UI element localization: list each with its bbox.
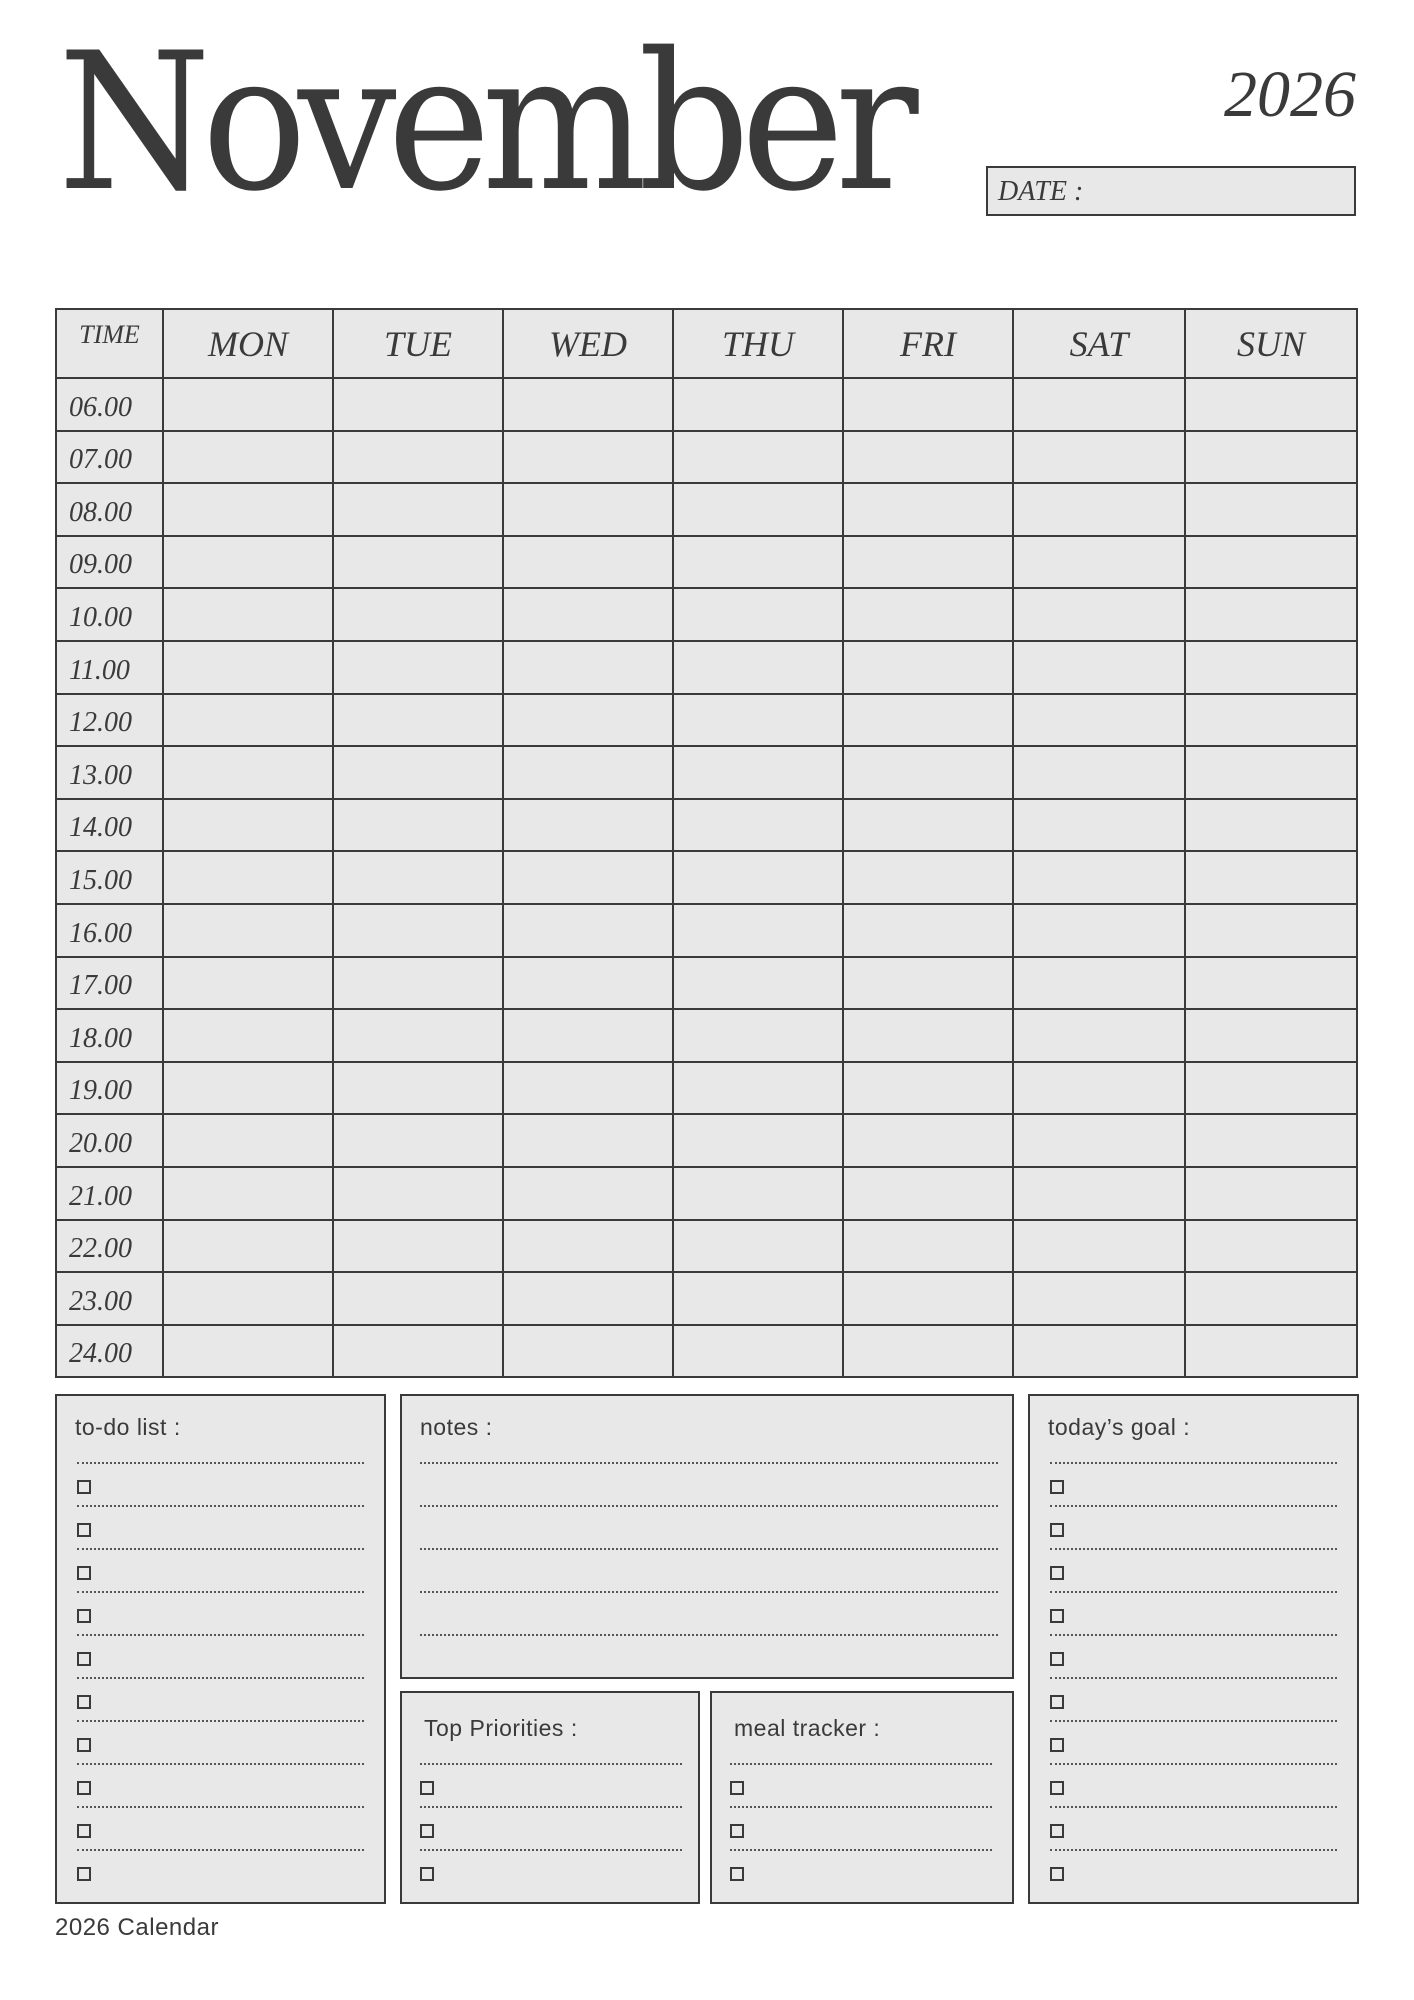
schedule-cell-wed[interactable] xyxy=(503,588,673,641)
schedule-cell-sat[interactable] xyxy=(1013,1062,1185,1115)
schedule-cell-tue[interactable] xyxy=(333,641,503,694)
schedule-cell-wed[interactable] xyxy=(503,378,673,431)
schedule-cell-tue[interactable] xyxy=(333,1114,503,1167)
schedule-row xyxy=(56,851,1357,904)
schedule-cell-wed[interactable] xyxy=(503,746,673,799)
schedule-cell-tue[interactable] xyxy=(333,1009,503,1062)
schedule-row xyxy=(56,957,1357,1010)
dotted-writing-line xyxy=(420,1505,998,1507)
year-label: 2026 xyxy=(1224,58,1356,131)
schedule-cell-sat[interactable] xyxy=(1013,431,1185,484)
schedule-cell-fri[interactable] xyxy=(843,1167,1013,1220)
schedule-cell-wed[interactable] xyxy=(503,1167,673,1220)
schedule-cell-tue[interactable] xyxy=(333,746,503,799)
checkbox[interactable] xyxy=(77,1609,91,1623)
time-slot-label: 13.00 xyxy=(56,746,163,799)
schedule-cell-thu[interactable] xyxy=(673,483,843,536)
schedule-cell-wed[interactable] xyxy=(503,1114,673,1167)
schedule-row xyxy=(56,641,1357,694)
schedule-cell-sun[interactable] xyxy=(1185,694,1357,747)
schedule-cell-sat[interactable] xyxy=(1013,483,1185,536)
dotted-writing-line xyxy=(77,1548,364,1550)
schedule-cell-mon[interactable] xyxy=(163,694,333,747)
schedule-cell-thu[interactable] xyxy=(673,904,843,957)
schedule-cell-mon[interactable] xyxy=(163,746,333,799)
schedule-body xyxy=(56,378,1357,1377)
checkbox[interactable] xyxy=(730,1824,744,1838)
checkbox[interactable] xyxy=(420,1824,434,1838)
schedule-cell-mon[interactable] xyxy=(163,1325,333,1378)
schedule-cell-thu[interactable] xyxy=(673,1062,843,1115)
schedule-cell-sun[interactable] xyxy=(1185,641,1357,694)
schedule-cell-tue[interactable] xyxy=(333,851,503,904)
top-priorities-label: Top Priorities : xyxy=(424,1715,578,1741)
day-header-tue: TUE xyxy=(333,309,503,378)
schedule-cell-wed[interactable] xyxy=(503,483,673,536)
schedule-cell-sun[interactable] xyxy=(1185,1272,1357,1325)
time-slot-label: 11.00 xyxy=(56,641,163,694)
schedule-cell-sat[interactable] xyxy=(1013,957,1185,1010)
schedule-cell-wed[interactable] xyxy=(503,799,673,852)
schedule-row xyxy=(56,1167,1357,1220)
schedule-cell-mon[interactable] xyxy=(163,1062,333,1115)
time-slot-label: 15.00 xyxy=(56,851,163,904)
schedule-cell-sun[interactable] xyxy=(1185,536,1357,589)
time-slot-label: 09.00 xyxy=(56,536,163,589)
notes-label: notes : xyxy=(420,1414,493,1440)
schedule-cell-fri[interactable] xyxy=(843,1325,1013,1378)
schedule-cell-wed[interactable] xyxy=(503,694,673,747)
day-header-wed: WED xyxy=(503,309,673,378)
schedule-row xyxy=(56,1062,1357,1115)
day-header-fri: FRI xyxy=(843,309,1013,378)
time-slot-label: 17.00 xyxy=(56,957,163,1010)
schedule-cell-wed[interactable] xyxy=(503,641,673,694)
schedule-cell-tue[interactable] xyxy=(333,431,503,484)
dotted-writing-line xyxy=(77,1677,364,1679)
schedule-cell-thu[interactable] xyxy=(673,641,843,694)
schedule-cell-tue[interactable] xyxy=(333,1272,503,1325)
schedule-cell-fri[interactable] xyxy=(843,1009,1013,1062)
schedule-cell-thu[interactable] xyxy=(673,1220,843,1273)
schedule-cell-fri[interactable] xyxy=(843,483,1013,536)
schedule-cell-sat[interactable] xyxy=(1013,378,1185,431)
checkbox[interactable] xyxy=(77,1523,91,1537)
dotted-writing-line xyxy=(1050,1849,1337,1851)
schedule-cell-tue[interactable] xyxy=(333,1220,503,1273)
schedule-cell-sun[interactable] xyxy=(1185,588,1357,641)
dotted-writing-line xyxy=(420,1591,998,1593)
checkbox[interactable] xyxy=(77,1695,91,1709)
checkbox[interactable] xyxy=(1050,1652,1064,1666)
schedule-cell-thu[interactable] xyxy=(673,588,843,641)
schedule-cell-thu[interactable] xyxy=(673,1167,843,1220)
dotted-writing-line xyxy=(77,1763,364,1765)
date-label: DATE : xyxy=(998,176,1084,207)
schedule-cell-sun[interactable] xyxy=(1185,1325,1357,1378)
dotted-writing-line xyxy=(77,1849,364,1851)
meal-tracker-label: meal tracker : xyxy=(734,1715,881,1741)
schedule-row xyxy=(56,799,1357,852)
schedule-cell-tue[interactable] xyxy=(333,536,503,589)
schedule-cell-sat[interactable] xyxy=(1013,904,1185,957)
schedule-header-row xyxy=(56,309,1357,378)
checkbox[interactable] xyxy=(420,1781,434,1795)
schedule-cell-fri[interactable] xyxy=(843,957,1013,1010)
schedule-cell-mon[interactable] xyxy=(163,1272,333,1325)
schedule-cell-thu[interactable] xyxy=(673,957,843,1010)
schedule-cell-mon[interactable] xyxy=(163,1009,333,1062)
schedule-row xyxy=(56,483,1357,536)
checkbox[interactable] xyxy=(420,1867,434,1881)
todo-list-panel xyxy=(55,1394,386,1904)
dotted-writing-line xyxy=(77,1462,364,1464)
schedule-cell-mon[interactable] xyxy=(163,957,333,1010)
schedule-cell-sat[interactable] xyxy=(1013,851,1185,904)
schedule-cell-sat[interactable] xyxy=(1013,588,1185,641)
schedule-cell-fri[interactable] xyxy=(843,641,1013,694)
checkbox[interactable] xyxy=(77,1738,91,1752)
schedule-cell-sun[interactable] xyxy=(1185,746,1357,799)
schedule-cell-fri[interactable] xyxy=(843,1220,1013,1273)
schedule-cell-fri[interactable] xyxy=(843,378,1013,431)
schedule-cell-thu[interactable] xyxy=(673,431,843,484)
schedule-cell-wed[interactable] xyxy=(503,957,673,1010)
checkbox[interactable] xyxy=(77,1652,91,1666)
dotted-writing-line xyxy=(420,1763,682,1765)
dotted-writing-line xyxy=(1050,1505,1337,1507)
checkbox[interactable] xyxy=(77,1566,91,1580)
schedule-row xyxy=(56,1272,1357,1325)
schedule-cell-thu[interactable] xyxy=(673,851,843,904)
schedule-row xyxy=(56,1009,1357,1062)
schedule-row xyxy=(56,1220,1357,1273)
schedule-cell-mon[interactable] xyxy=(163,1167,333,1220)
schedule-cell-wed[interactable] xyxy=(503,1272,673,1325)
schedule-cell-sun[interactable] xyxy=(1185,378,1357,431)
day-header-thu: THU xyxy=(673,309,843,378)
schedule-cell-tue[interactable] xyxy=(333,904,503,957)
dotted-writing-line xyxy=(1050,1548,1337,1550)
schedule-cell-thu[interactable] xyxy=(673,694,843,747)
schedule-cell-fri[interactable] xyxy=(843,536,1013,589)
schedule-cell-wed[interactable] xyxy=(503,904,673,957)
schedule-cell-mon[interactable] xyxy=(163,641,333,694)
schedule-cell-tue[interactable] xyxy=(333,588,503,641)
schedule-cell-fri[interactable] xyxy=(843,1062,1013,1115)
schedule-cell-fri[interactable] xyxy=(843,799,1013,852)
schedule-cell-sat[interactable] xyxy=(1013,1272,1185,1325)
schedule-cell-tue[interactable] xyxy=(333,694,503,747)
schedule-cell-thu[interactable] xyxy=(673,1009,843,1062)
schedule-cell-wed[interactable] xyxy=(503,851,673,904)
time-slot-label: 20.00 xyxy=(56,1114,163,1167)
schedule-cell-thu[interactable] xyxy=(673,799,843,852)
schedule-row xyxy=(56,588,1357,641)
date-field[interactable] xyxy=(986,166,1356,216)
schedule-cell-mon[interactable] xyxy=(163,1114,333,1167)
schedule-cell-fri[interactable] xyxy=(843,431,1013,484)
schedule-cell-sat[interactable] xyxy=(1013,641,1185,694)
time-slot-label: 24.00 xyxy=(56,1325,163,1378)
schedule-cell-mon[interactable] xyxy=(163,483,333,536)
checkbox[interactable] xyxy=(730,1781,744,1795)
schedule-cell-fri[interactable] xyxy=(843,851,1013,904)
time-slot-label: 14.00 xyxy=(56,799,163,852)
schedule-cell-tue[interactable] xyxy=(333,378,503,431)
schedule-row xyxy=(56,694,1357,747)
schedule-cell-wed[interactable] xyxy=(503,1062,673,1115)
schedule-cell-wed[interactable] xyxy=(503,1009,673,1062)
footer-caption: 2026 Calendar xyxy=(55,1914,219,1941)
top-priorities-panel xyxy=(400,1691,700,1904)
dotted-writing-line xyxy=(77,1634,364,1636)
dotted-writing-line xyxy=(1050,1720,1337,1722)
time-slot-label: 19.00 xyxy=(56,1062,163,1115)
checkbox[interactable] xyxy=(1050,1566,1064,1580)
schedule-cell-sat[interactable] xyxy=(1013,1220,1185,1273)
schedule-row xyxy=(56,378,1357,431)
schedule-cell-sun[interactable] xyxy=(1185,851,1357,904)
schedule-cell-sun[interactable] xyxy=(1185,483,1357,536)
time-slot-label: 12.00 xyxy=(56,694,163,747)
notes-panel[interactable] xyxy=(400,1394,1014,1679)
checkbox[interactable] xyxy=(1050,1609,1064,1623)
time-slot-label: 18.00 xyxy=(56,1009,163,1062)
schedule-cell-tue[interactable] xyxy=(333,1062,503,1115)
dotted-writing-line xyxy=(1050,1634,1337,1636)
schedule-row xyxy=(56,431,1357,484)
day-header-sat: SAT xyxy=(1013,309,1185,378)
schedule-cell-fri[interactable] xyxy=(843,694,1013,747)
time-column-header: TIME xyxy=(56,309,163,378)
schedule-cell-thu[interactable] xyxy=(673,378,843,431)
schedule-cell-mon[interactable] xyxy=(163,431,333,484)
schedule-cell-sun[interactable] xyxy=(1185,1062,1357,1115)
dotted-writing-line xyxy=(730,1849,992,1851)
checkbox[interactable] xyxy=(1050,1738,1064,1752)
time-slot-label: 10.00 xyxy=(56,588,163,641)
day-header-mon: MON xyxy=(163,309,333,378)
schedule-cell-tue[interactable] xyxy=(333,1325,503,1378)
dotted-writing-line xyxy=(1050,1806,1337,1808)
time-slot-label: 07.00 xyxy=(56,431,163,484)
dotted-writing-line xyxy=(1050,1763,1337,1765)
checkbox[interactable] xyxy=(1050,1523,1064,1537)
dotted-writing-line xyxy=(420,1634,998,1636)
todo-list-label: to-do list : xyxy=(75,1414,181,1440)
checkbox[interactable] xyxy=(730,1867,744,1881)
dotted-writing-line xyxy=(77,1720,364,1722)
dotted-writing-line xyxy=(730,1806,992,1808)
schedule-cell-tue[interactable] xyxy=(333,483,503,536)
dotted-writing-line xyxy=(77,1806,364,1808)
schedule-cell-mon[interactable] xyxy=(163,588,333,641)
schedule-cell-fri[interactable] xyxy=(843,1114,1013,1167)
schedule-cell-wed[interactable] xyxy=(503,431,673,484)
schedule-cell-fri[interactable] xyxy=(843,904,1013,957)
time-slot-label: 08.00 xyxy=(56,483,163,536)
schedule-cell-sun[interactable] xyxy=(1185,1114,1357,1167)
schedule-cell-sat[interactable] xyxy=(1013,1167,1185,1220)
schedule-cell-wed[interactable] xyxy=(503,536,673,589)
dotted-writing-line xyxy=(77,1505,364,1507)
todays-goal-panel xyxy=(1028,1394,1359,1904)
schedule-cell-sat[interactable] xyxy=(1013,536,1185,589)
time-slot-label: 06.00 xyxy=(56,378,163,431)
schedule-cell-tue[interactable] xyxy=(333,1167,503,1220)
todays-goal-label: today’s goal : xyxy=(1048,1414,1191,1440)
schedule-row xyxy=(56,1325,1357,1378)
schedule-cell-fri[interactable] xyxy=(843,1272,1013,1325)
schedule-cell-mon[interactable] xyxy=(163,1220,333,1273)
checkbox[interactable] xyxy=(1050,1480,1064,1494)
schedule-cell-fri[interactable] xyxy=(843,588,1013,641)
schedule-cell-sat[interactable] xyxy=(1013,1009,1185,1062)
meal-tracker-panel xyxy=(710,1691,1014,1904)
schedule-cell-mon[interactable] xyxy=(163,536,333,589)
dotted-writing-line xyxy=(420,1548,998,1550)
schedule-cell-sat[interactable] xyxy=(1013,1325,1185,1378)
schedule-cell-sun[interactable] xyxy=(1185,1009,1357,1062)
schedule-cell-thu[interactable] xyxy=(673,746,843,799)
schedule-cell-wed[interactable] xyxy=(503,1325,673,1378)
dotted-writing-line xyxy=(420,1806,682,1808)
schedule-cell-tue[interactable] xyxy=(333,799,503,852)
schedule-cell-sun[interactable] xyxy=(1185,957,1357,1010)
dotted-writing-line xyxy=(77,1591,364,1593)
dotted-writing-line xyxy=(1050,1677,1337,1679)
checkbox[interactable] xyxy=(77,1480,91,1494)
schedule-cell-mon[interactable] xyxy=(163,904,333,957)
checkbox[interactable] xyxy=(1050,1695,1064,1709)
schedule-row xyxy=(56,1114,1357,1167)
schedule-cell-thu[interactable] xyxy=(673,1114,843,1167)
month-title: November xyxy=(58,12,910,233)
checkbox[interactable] xyxy=(77,1781,91,1795)
dotted-writing-line xyxy=(420,1462,998,1464)
checkbox[interactable] xyxy=(1050,1824,1064,1838)
checkbox[interactable] xyxy=(1050,1781,1064,1795)
schedule-cell-sun[interactable] xyxy=(1185,904,1357,957)
weekly-schedule-grid xyxy=(55,308,1358,1378)
schedule-cell-sun[interactable] xyxy=(1185,431,1357,484)
time-slot-label: 16.00 xyxy=(56,904,163,957)
day-header-sun: SUN xyxy=(1185,309,1357,378)
dotted-writing-line xyxy=(1050,1591,1337,1593)
schedule-cell-thu[interactable] xyxy=(673,1272,843,1325)
schedule-cell-mon[interactable] xyxy=(163,378,333,431)
schedule-cell-mon[interactable] xyxy=(163,851,333,904)
dotted-writing-line xyxy=(730,1763,992,1765)
schedule-row xyxy=(56,746,1357,799)
schedule-cell-sun[interactable] xyxy=(1185,1220,1357,1273)
schedule-cell-sat[interactable] xyxy=(1013,1114,1185,1167)
dotted-writing-line xyxy=(1050,1462,1337,1464)
time-slot-label: 21.00 xyxy=(56,1167,163,1220)
schedule-cell-sun[interactable] xyxy=(1185,799,1357,852)
time-slot-label: 22.00 xyxy=(56,1220,163,1273)
schedule-cell-tue[interactable] xyxy=(333,957,503,1010)
schedule-cell-sun[interactable] xyxy=(1185,1167,1357,1220)
schedule-cell-wed[interactable] xyxy=(503,1220,673,1273)
schedule-row xyxy=(56,536,1357,589)
time-slot-label: 23.00 xyxy=(56,1272,163,1325)
schedule-cell-fri[interactable] xyxy=(843,746,1013,799)
dotted-writing-line xyxy=(420,1849,682,1851)
checkbox[interactable] xyxy=(1050,1867,1064,1881)
schedule-cell-sat[interactable] xyxy=(1013,746,1185,799)
schedule-cell-sat[interactable] xyxy=(1013,694,1185,747)
schedule-cell-thu[interactable] xyxy=(673,1325,843,1378)
schedule-cell-thu[interactable] xyxy=(673,536,843,589)
checkbox[interactable] xyxy=(77,1867,91,1881)
schedule-row xyxy=(56,904,1357,957)
checkbox[interactable] xyxy=(77,1824,91,1838)
schedule-cell-mon[interactable] xyxy=(163,799,333,852)
schedule-cell-sat[interactable] xyxy=(1013,799,1185,852)
